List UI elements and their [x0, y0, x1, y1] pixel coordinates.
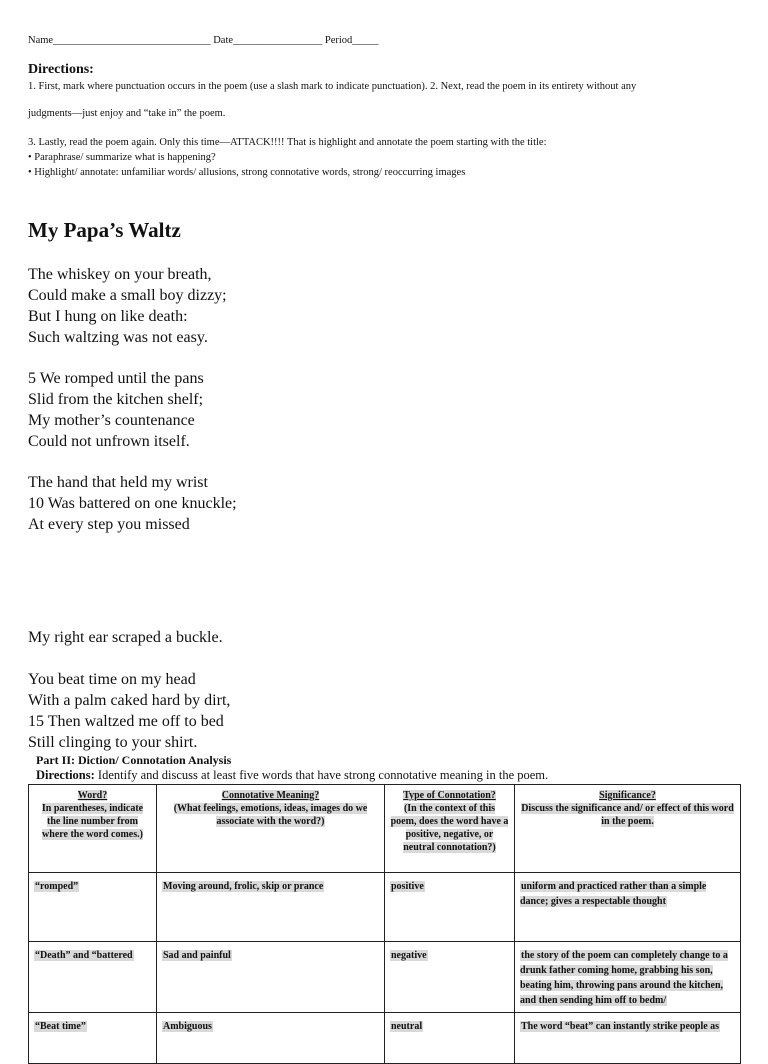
part2-title: Part II: Diction/ Connotation Analysis: [36, 753, 232, 767]
directions-step-1-2: 1. First, mark where punctuation occurs in the poem (use a slash mark to indicate punctuation). 2. Next, read the poem in its entirety without any: [28, 81, 637, 92]
directions-bullet-highlight: • Highlight/ annotate: unfamiliar words/ allusions, strong connotative words, strong/ reoccurring images: [28, 167, 466, 178]
header-significance-title: Significance?: [599, 790, 656, 801]
poem-line: Slid from the kitchen shelf;: [28, 391, 204, 408]
poem-line: 15 Then waltzed me off to bed: [28, 713, 224, 730]
cell-type[interactable]: negative: [385, 942, 515, 1013]
directions-heading: Directions:: [28, 62, 94, 77]
poem-line: My right ear scraped a buckle.: [28, 629, 223, 646]
poem-line: But I hung on like death:: [28, 308, 188, 325]
header-type-title: Type of Connotation?: [403, 790, 496, 801]
poem-line: My mother’s countenance: [28, 412, 195, 429]
table-row: [29, 873, 741, 942]
header-type-sub: (In the context of this poem, does the word have a positive, negative, or neutral connotation?): [390, 803, 509, 853]
part2-directions: [36, 768, 548, 783]
cell-meaning[interactable]: Sad and painful: [157, 942, 385, 1013]
poem-line: 10 Was battered on one knuckle;: [28, 495, 237, 512]
header-meaning: [157, 785, 385, 873]
header-word-sub: In parentheses, indicate the line number from where the word comes.): [41, 803, 144, 840]
header-significance: [515, 785, 741, 873]
cell-word[interactable]: “Death” and “battered: [29, 942, 157, 1013]
name-date-period-line: Name______________________________ Date_________________ Period_____: [28, 35, 379, 46]
cell-significance[interactable]: The word “beat” can instantly strike people as: [515, 1013, 741, 1064]
header-meaning-title: Connotative Meaning?: [221, 790, 320, 801]
cell-type[interactable]: neutral: [385, 1013, 515, 1064]
header-word: [29, 785, 157, 873]
cell-word[interactable]: “romped”: [29, 873, 157, 942]
cell-word[interactable]: “Beat time”: [29, 1013, 157, 1064]
poem-line: Could make a small boy dizzy;: [28, 287, 227, 304]
part2-directions-text: Identify and discuss at least five words that have strong connotative meaning in the poem.: [94, 768, 549, 782]
poem-line: Still clinging to your shirt.: [28, 734, 198, 751]
cell-meaning[interactable]: Moving around, frolic, skip or prance: [157, 873, 385, 942]
directions-step-3: 3. Lastly, read the poem again. Only this time—ATTACK!!!! That is highlight and annotate the poem starting with the title:: [28, 137, 547, 148]
directions-step-1-2-cont: judgments—just enjoy and “take in” the poem.: [28, 108, 226, 119]
poem-line: 5 We romped until the pans: [28, 370, 204, 387]
connotation-table: [28, 784, 741, 1064]
directions-bullet-paraphrase: • Paraphrase/ summarize what is happening?: [28, 152, 216, 163]
header-meaning-sub: (What feelings, emotions, ideas, images do we associate with the word?): [173, 803, 368, 827]
poem-line: The hand that held my wrist: [28, 474, 208, 491]
cell-significance[interactable]: uniform and practiced rather than a simple dance; gives a respectable thought: [515, 873, 741, 942]
poem-line: At every step you missed: [28, 516, 190, 533]
poem-line: Could not unfrown itself.: [28, 433, 190, 450]
poem-line: The whiskey on your breath,: [28, 266, 212, 283]
cell-significance[interactable]: the story of the poem can completely change to a drunk father coming home, grabbing his son, beating him, throwing pans around the kitchen, and then sending him off to bedm/: [515, 942, 741, 1013]
header-type: [385, 785, 515, 873]
poem-line: Such waltzing was not easy.: [28, 329, 208, 346]
table-row: [29, 942, 741, 1013]
cell-type[interactable]: positive: [385, 873, 515, 942]
table-header-row: [29, 785, 741, 873]
part2-directions-label: Directions:: [36, 768, 95, 782]
cell-meaning[interactable]: Ambiguous: [157, 1013, 385, 1064]
poem-title: My Papa’s Waltz: [28, 218, 181, 242]
poem-line: You beat time on my head: [28, 671, 196, 688]
poem-line: With a palm caked hard by dirt,: [28, 692, 231, 709]
table-row: [29, 1013, 741, 1064]
header-significance-sub: Discuss the significance and/ or effect of this word in the poem.: [521, 803, 734, 827]
header-word-title: Word?: [77, 790, 108, 801]
